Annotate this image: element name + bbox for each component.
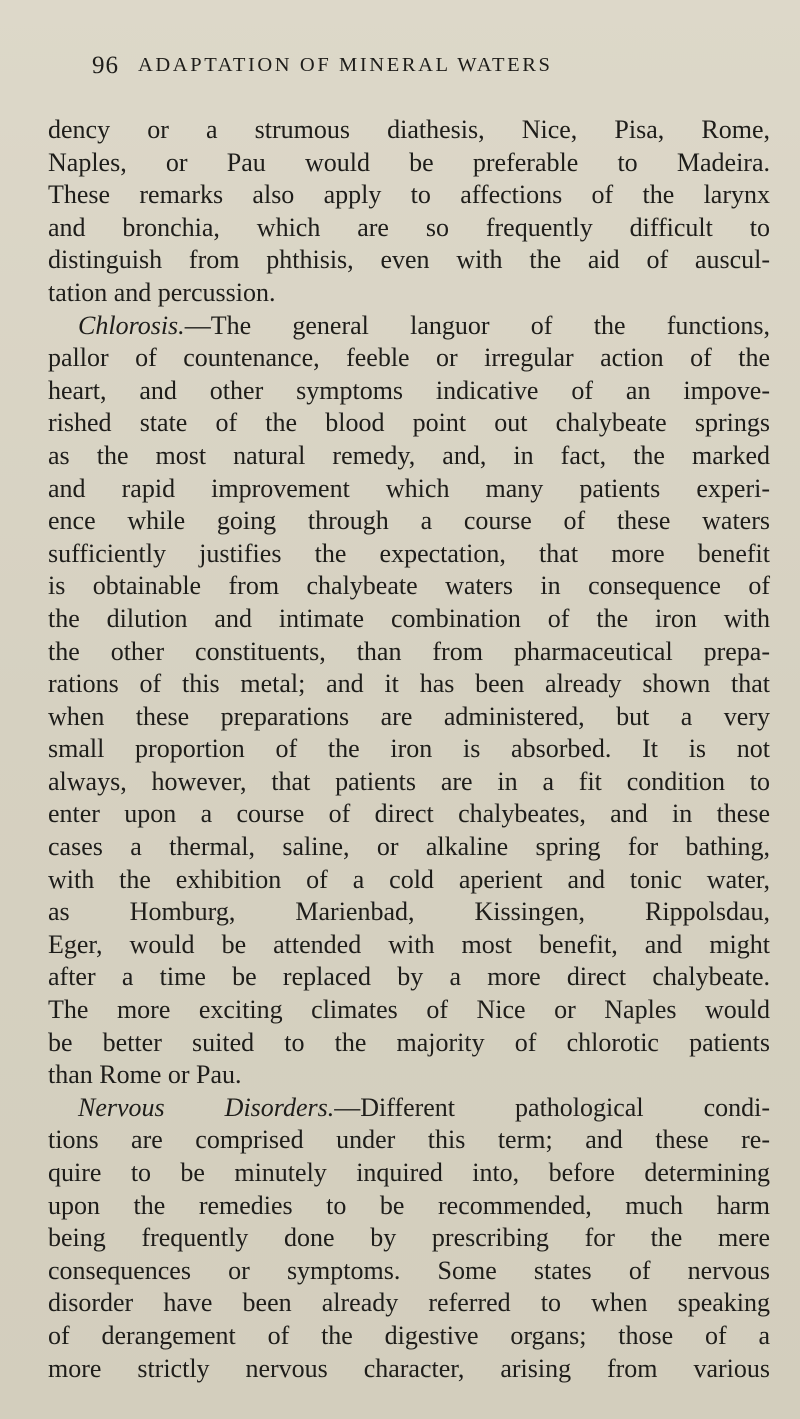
text-line: consequences or symptoms. Some states of nervous bbox=[48, 1255, 770, 1285]
text-line: ence while going through a course of these waters bbox=[48, 506, 770, 536]
text-line: enter upon a course of direct chalybeates, and in these bbox=[48, 799, 770, 829]
text-line: dency or a strumous diathesis, Nice, Pisa, Rome, bbox=[48, 115, 770, 144]
text-line: pallor of countenance, feeble or irregular action of the bbox=[48, 343, 770, 373]
section-heading-nervous-disorders: Nervous Disorders. bbox=[78, 1092, 335, 1122]
text-line: quire to be minutely inquired into, before determining bbox=[48, 1158, 770, 1187]
text-line: and rapid improvement which many patients experi- bbox=[48, 473, 770, 503]
body-text bbox=[48, 114, 770, 1385]
text-line: rations of this metal; and it has been already shown that bbox=[48, 669, 770, 699]
text-line: These remarks also apply to affections of the larynx bbox=[48, 180, 770, 210]
text-line: cases a thermal, saline, or alkaline spring for bathing, bbox=[48, 832, 770, 862]
text-line: always, however, that patients are in a fit condition to bbox=[48, 766, 770, 796]
text-line: as Homburg, Marienbad, Kissingen, Rippolsdau, bbox=[48, 897, 770, 927]
text-line: more strictly nervous character, arising from various bbox=[48, 1353, 770, 1383]
text-line: disorder have been already referred to when speaking bbox=[48, 1288, 770, 1318]
running-title: ADAPTATION OF MINERAL WATERS bbox=[138, 54, 553, 76]
text-line: small proportion of the iron is absorbed. It is not bbox=[48, 734, 770, 764]
text-line: than Rome or Pau. bbox=[48, 1060, 242, 1090]
text-line: the other constituents, than from pharmaceutical prepa- bbox=[48, 636, 770, 666]
paragraph-start bbox=[48, 1092, 770, 1125]
text-line: of derangement of the digestive organs; those of a bbox=[48, 1320, 770, 1350]
text-line: sufficiently justifies the expectation, that more benefit bbox=[48, 538, 770, 568]
text-segment: —The general languor of the functions, bbox=[184, 310, 770, 340]
text-line: distinguish from phthisis, even with the aid of auscul- bbox=[48, 245, 770, 275]
text-line: tions are comprised under this term; and these re- bbox=[48, 1125, 770, 1155]
text-segment: —Different pathological condi- bbox=[334, 1092, 770, 1122]
text-line: when these preparations are administered, but a very bbox=[48, 701, 770, 731]
text-line: as the most natural remedy, and, in fact, the marked bbox=[48, 440, 770, 470]
text-line: after a time be replaced by a more direct chalybeate. bbox=[48, 962, 770, 992]
text-line: the dilution and intimate combination of the iron with bbox=[48, 603, 770, 633]
text-line: is obtainable from chalybeate waters in consequence of bbox=[48, 571, 770, 601]
paragraph-start bbox=[48, 310, 770, 343]
text-line: heart, and other symptoms indicative of an impove- bbox=[48, 375, 770, 405]
text-line: be better suited to the majority of chlorotic patients bbox=[48, 1027, 770, 1057]
text-line: The more exciting climates of Nice or Naples would bbox=[48, 995, 770, 1025]
text-line: Eger, would be attended with most benefit, and might bbox=[48, 929, 770, 959]
text-line: Naples, or Pau would be preferable to Madeira. bbox=[48, 147, 770, 177]
text-line: upon the remedies to be recommended, much harm bbox=[48, 1190, 770, 1220]
text-line: rished state of the blood point out chalybeate springs bbox=[48, 408, 770, 438]
section-heading-chlorosis: Chlorosis. bbox=[78, 310, 185, 340]
text-line: tation and percussion. bbox=[48, 277, 276, 307]
page-number: 96 bbox=[92, 52, 119, 79]
text-line: being frequently done by prescribing for the mere bbox=[48, 1223, 770, 1253]
text-line: with the exhibition of a cold aperient and tonic water, bbox=[48, 864, 770, 894]
running-head bbox=[92, 50, 712, 90]
text-line: and bronchia, which are so frequently difficult to bbox=[48, 212, 770, 242]
